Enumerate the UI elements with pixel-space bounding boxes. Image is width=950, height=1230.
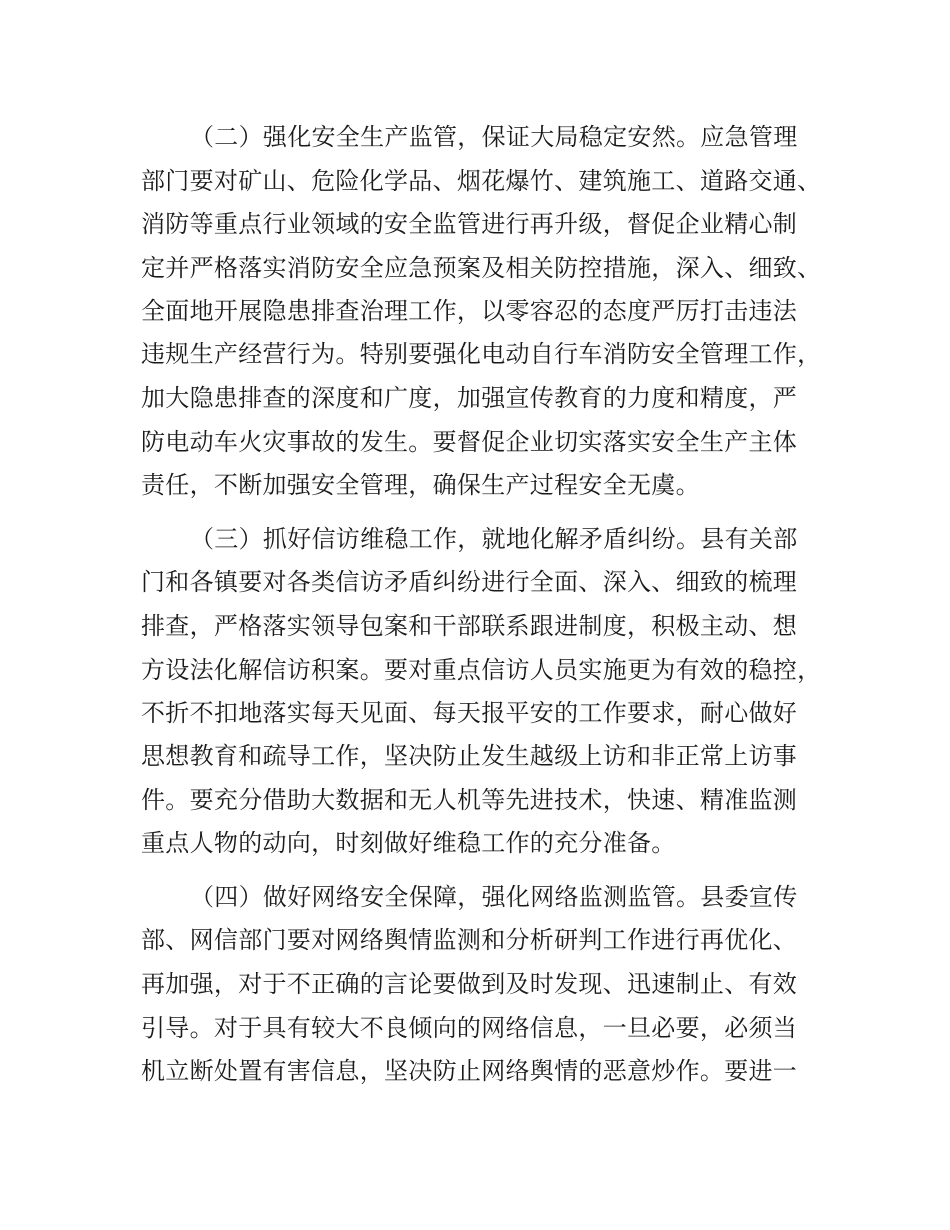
paragraph-line: 再加强，对于不正确的言论要做到及时发现、迅速制止、有效 [141, 970, 798, 998]
paragraph-line: 防电动车火灾事故的发生。要督促企业切实落实安全生产主体 [141, 428, 798, 456]
paragraph-line: （三）抓好信访维稳工作，就地化解矛盾纠纷。县有关部 [190, 525, 798, 553]
paragraph-line: 部、网信部门要对网络舆情监测和分析研判工作进行再优化、 [141, 926, 798, 954]
paragraph-line: 部门要对矿山、危险化学品、烟花爆竹、建筑施工、道路交通、 [141, 167, 822, 195]
paragraph-line: 加大隐患排查的深度和广度，加强宣传教育的力度和精度，严 [141, 384, 798, 412]
paragraph-line: 件。要充分借助大数据和无人机等先进技术，快速、精准监测 [141, 786, 798, 814]
paragraph-line: 全面地开展隐患排查治理工作，以零容忍的态度严厉打击违法 [141, 297, 798, 325]
paragraph-line: （四）做好网络安全保障，强化网络监测监管。县委宣传 [190, 883, 798, 911]
paragraph-line: （二）强化安全生产监管，保证大局稳定安然。应急管理 [190, 123, 798, 151]
paragraph-line: 排查，严格落实领导包案和干部联系跟进制度，积极主动、想 [141, 612, 798, 640]
paragraph-line: 消防等重点行业领域的安全监管进行再升级，督促企业精心制 [141, 210, 798, 238]
paragraph-line: 定并严格落实消防安全应急预案及相关防控措施，深入、细致、 [141, 254, 822, 282]
paragraph-line: 不折不扣地落实每天见面、每天报平安的工作要求，耐心做好 [141, 699, 798, 727]
paragraph-line: 门和各镇要对各类信访矛盾纠纷进行全面、深入、细致的梳理 [141, 568, 798, 596]
paragraph-line: 机立断处置有害信息，坚决防止网络舆情的恶意炒作。要进一 [141, 1057, 798, 1085]
paragraph-line: 引导。对于具有较大不良倾向的网络信息，一旦必要，必须当 [141, 1014, 798, 1042]
paragraph-line: 思想教育和疏导工作，坚决防止发生越级上访和非正常上访事 [141, 742, 798, 770]
paragraph-line: 方设法化解信访积案。要对重点信访人员实施更为有效的稳控， [141, 656, 822, 684]
paragraph-line: 责任，不断加强安全管理，确保生产过程安全无虞。 [141, 471, 700, 499]
paragraph-line: 重点人物的动向，时刻做好维稳工作的充分准备。 [141, 829, 676, 857]
paragraph-line: 违规生产经营行为。特别要强化电动自行车消防安全管理工作， [141, 340, 822, 368]
